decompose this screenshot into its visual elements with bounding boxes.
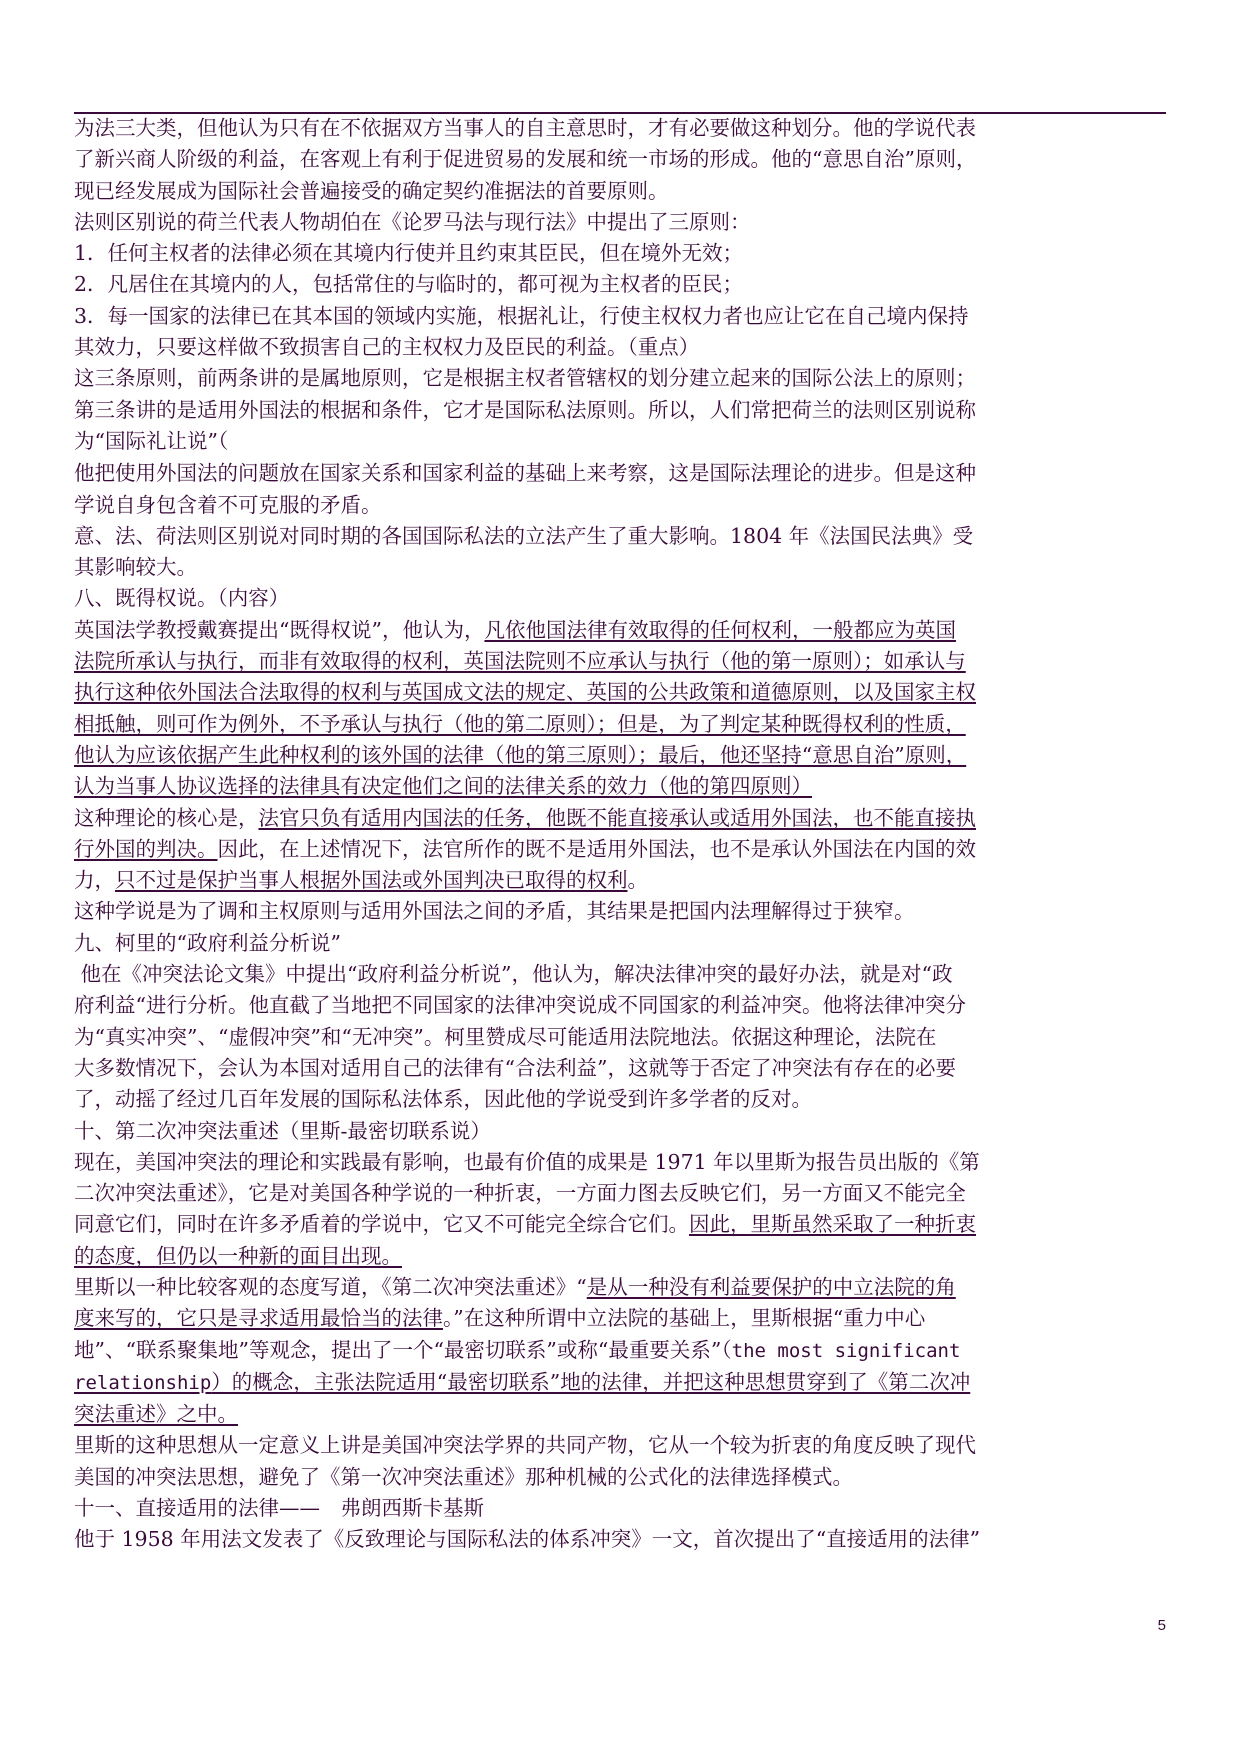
text-line xyxy=(74,771,1174,802)
text-line: 为法三大类，但他认为只有在不依据双方当事人的自主意思时，才有必要做这种划分。他的学说代表 xyxy=(74,116,976,140)
text-line xyxy=(74,1209,1174,1240)
text-line: 2．凡居住在其境内的人，包括常住的与临时的，都可视为主权者的臣民； xyxy=(74,272,744,297)
text-line: 第三条讲的是适用外国法的根据和条件，它才是国际私法原则。所以，人们常把荷兰的法则区别说称 xyxy=(74,397,976,422)
underlined-text: 认为当事人协议选择的法律具有决定他们之间的法律关系的效力（他的第四原则） xyxy=(74,774,812,799)
text-line: 3．每一国家的法律已在其本国的领域内实施，根据礼让，行使主权权力者也应让它在自己境内保持 xyxy=(74,303,969,328)
text-line xyxy=(74,615,1174,646)
text-line xyxy=(74,646,1174,677)
underlined-text: 他认为应该依据产生此种权利的该外国的法律（他的第三原则）；最后，他还坚持“意思自治”原则， xyxy=(74,742,967,767)
underlined-text: 相抵触，则可作为例外，不予承认与执行（他的第二原则）；但是，为了判定某种既得权利的性质， xyxy=(74,711,966,736)
page-number: 5 xyxy=(1157,1617,1166,1634)
text-line: 他把使用外国法的问题放在国家关系和国家利益的基础上来考察，这是国际法理论的进步。但是这种 xyxy=(74,461,976,486)
text-line: 现已经发展成为国际社会普遍接受的确定契约准据法的首要原则。 xyxy=(74,178,669,203)
latin-term: the most significant xyxy=(731,1339,961,1362)
text-line xyxy=(74,426,1174,458)
underlined-text: 行外国的判决。 xyxy=(74,836,218,861)
text-line: 学说自身包含着不可克服的矛盾。 xyxy=(74,492,382,517)
underlined-text: 是从一种没有利益要保护的中立法院的角 xyxy=(586,1274,956,1299)
text-segment: 为“国际礼让说”（ xyxy=(74,428,229,453)
text-line xyxy=(74,709,1174,740)
section-heading: 九、柯里的“政府利益分析说” xyxy=(74,930,341,955)
text-line: 美国的冲突法思想，避免了《第一次冲突法重述》那种机械的公式化的法律选择模式。 xyxy=(74,1464,853,1489)
text-line xyxy=(74,1303,1174,1334)
text-line: 为“真实冲突”、“虚假冲突”和“无冲突”。柯里赞成尽可能适用法院地法。依据这种理论，法院在 xyxy=(74,1024,937,1049)
text-line: 其效力，只要这样做不致损害自己的主权权力及臣民的利益。（重点） xyxy=(74,335,700,360)
text-line: 这种学说是为了调和主权原则与适用外国法之间的矛盾，其结果是把国内法理解得过于狭窄。 xyxy=(74,899,915,924)
underlined-text: ）的概念，主张法院适用“最密切联系”地的法律，并把这种思想贯穿到了《第二次冲 xyxy=(211,1369,971,1394)
text-line: 了新兴商人阶级的利益，在客观上有利于促进贸易的发展和统一市场的形成。他的“意思自治”原则， xyxy=(74,147,977,172)
text-segment: 。 xyxy=(627,868,648,893)
text-segment: 地”、“联系聚集地”等观念，提出了一个“最密切联系”或称“最重要关系”（ xyxy=(74,1337,732,1362)
text-line: 了，动摇了经过几百年发展的国际私法体系，因此他的学说受到许多学者的反对。 xyxy=(74,1087,812,1112)
text-line: 大多数情况下，会认为本国对适用自己的法律有“合法利益”，这就等于否定了冲突法有存在的必要 xyxy=(74,1055,956,1080)
text-segment: 里斯以一种比较客观的态度写道，《第二次冲突法重述》“ xyxy=(74,1274,587,1299)
underlined-text: 法院所承认与执行，而非有效取得的权利，英国法院则不应承认与执行（他的第一原则）；如承认与 xyxy=(74,649,966,674)
text-segment: 这种理论的核心是， xyxy=(74,805,259,830)
underlined-text: 度来写的，它只是寻求适用最恰当的法律 xyxy=(74,1306,443,1331)
text-line xyxy=(74,834,1174,865)
text-line: 1．任何主权者的法律必须在其境内行使并且约束其臣民，但在境外无效； xyxy=(74,241,744,266)
text-line: 这三条原则，前两条讲的是属地原则，它是根据主权者管辖权的划分建立起来的国际公法上的原则； xyxy=(74,366,976,391)
text-line xyxy=(74,740,1174,771)
text-line xyxy=(74,1335,1174,1367)
text-line: 法则区别说的荷兰代表人物胡伯在《论罗马法与现行法》中提出了三原则： xyxy=(74,209,751,234)
text-line: 他在《冲突法论文集》中提出“政府利益分析说”，他认为，解决法律冲突的最好办法，就是对“政 xyxy=(74,962,953,987)
text-segment: 因此，在上述情况下，法官所作的既不是适用外国法，也不是承认外国法在内国的效 xyxy=(217,836,976,861)
underlined-text: 执行这种依外国法合法取得的权利与英国成文法的规定、英国的公共政策和道德原则，以及国家主权 xyxy=(74,680,976,705)
text-segment: 。”在这种所谓中立法院的基础上，里斯根据“重力中心 xyxy=(443,1306,926,1331)
text-line xyxy=(74,1367,1174,1399)
text-line: 府利益“进行分析。他直截了当地把不同国家的法律冲突说成不同国家的利益冲突。他将法律冲突分 xyxy=(74,993,966,1018)
text-line xyxy=(74,803,1174,834)
text-segment: 英国法学教授戴赛提出“既得权说”，他认为， xyxy=(74,617,485,642)
underlined-text: 因此，里斯虽然采取了一种折衷 xyxy=(689,1212,976,1237)
section-heading: 十一、直接适用的法律—— 弗朗西斯卡基斯 xyxy=(74,1496,484,1521)
text-line: 现在，美国冲突法的理论和实践最有影响，也最有价值的成果是 1971 年以里斯为报告员出版的《第 xyxy=(74,1149,980,1174)
document-body xyxy=(74,113,1174,1556)
text-line xyxy=(74,1272,1174,1303)
section-heading: 八、既得权说。（内容） xyxy=(74,586,290,611)
text-line xyxy=(74,865,1174,896)
text-line: 意、法、荷法则区别说对同时期的各国国际私法的立法产生了重大影响。1804 年《法国民法典》受 xyxy=(74,523,974,548)
underlined-text: 法官只负有适用内国法的任务，他既不能直接承认或适用外国法，也不能直接执 xyxy=(258,805,976,830)
underlined-text: 凡依他国法律有效取得的任何权利，一般都应为英国 xyxy=(484,617,956,642)
text-line xyxy=(74,1399,1174,1430)
text-line: 他于 1958 年用法文发表了《反致理论与国际私法的体系冲突》一文，首次提出了“直接适用的法律” xyxy=(74,1527,981,1552)
underlined-text: 突法重述》之中。 xyxy=(74,1402,238,1427)
latin-term: relationship xyxy=(74,1371,212,1394)
underlined-text: 的态度，但仍以一种新的面目出现。 xyxy=(74,1243,402,1268)
section-heading: 十、第二次冲突法重述（里斯-最密切联系说） xyxy=(74,1118,491,1143)
text-segment: 力， xyxy=(74,868,115,893)
text-segment: 同意它们，同时在许多矛盾着的学说中，它又不可能完全综合它们。 xyxy=(74,1212,689,1237)
underlined-text: 只不过是保护当事人根据外国法或外国判决已取得的权利 xyxy=(115,868,628,893)
text-line: 二次冲突法重述》，它是对美国各种学说的一种折衷，一方面力图去反映它们，另一方面又不能完全 xyxy=(74,1181,966,1206)
text-line xyxy=(74,1241,1174,1272)
text-line: 里斯的这种思想从一定意义上讲是美国冲突法学界的共同产物，它从一个较为折衷的角度反映了现代 xyxy=(74,1433,976,1458)
text-line xyxy=(74,677,1174,708)
text-line: 其影响较大。 xyxy=(74,555,197,580)
